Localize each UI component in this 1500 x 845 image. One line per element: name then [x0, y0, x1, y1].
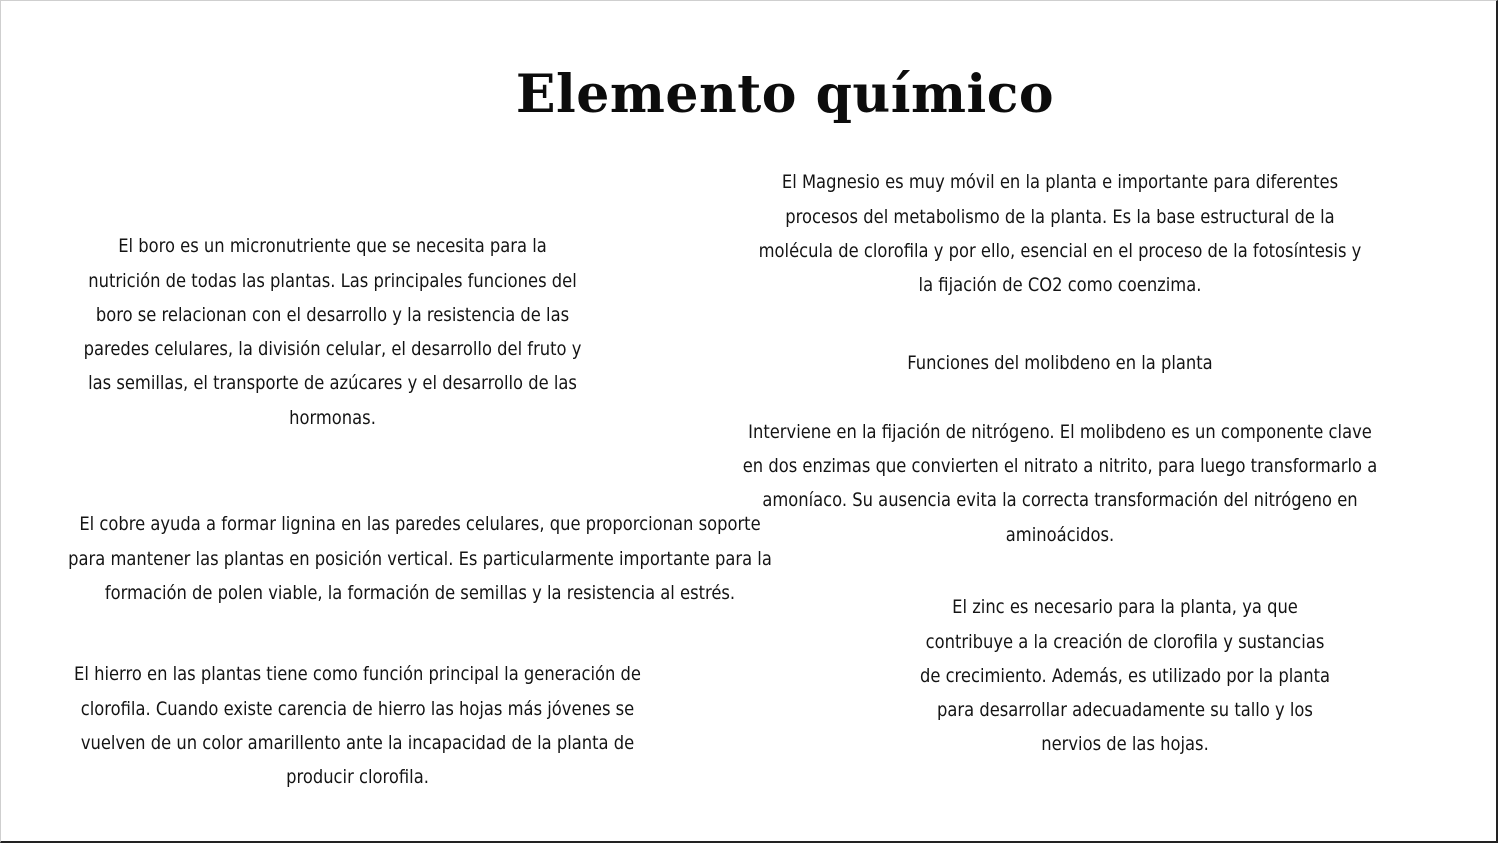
hierro-paragraph: El hierro en las plantas tiene como función principal la generación de clorofila. Cuando existe carencia de hierro las hojas más jóvenes se vuelven de un color amarillento ante la incapacidad de la planta de producir clorofila.	[74, 663, 641, 789]
boro-paragraph: El boro es un micronutriente que se necesita para la nutrición de todas las plantas. Las principales funciones del boro se relacionan con el desarrollo y la resistencia de las paredes celulares, la división celular, el desarrollo del fruto y las semillas, el transporte de azúcares y el desarrollo de las hormonas.	[83, 235, 582, 429]
molibdeno-heading: Funciones del molibdeno en la planta	[907, 352, 1213, 375]
zinc-paragraph: El zinc es necesario para la planta, ya que contribuye a la creación de clorofila y sustancias de crecimiento. Además, es utilizado por la planta para desarrollar adecuadamente su tallo y los nervios de las hojas.	[919, 596, 1331, 756]
magnesio-text	[703, 131, 1417, 337]
magnesio-paragraph: El Magnesio es muy móvil en la planta e importante para diferentes procesos del metabolismo de la planta. Es la base estructural de la molécula de clorofila y por ello, esencial en el proceso de la fotosíntesis y la fijación de CO2 como coenzima.	[758, 171, 1362, 297]
cobre-paragraph: El cobre ayuda a formar lignina en las paredes celulares, que proporcionan soporte para mantener las plantas en posición vertical. Es particularmente importante para la formación de polen viable, la formación de semillas y la resistencia al estrés.	[68, 513, 772, 604]
hierro-text	[24, 623, 691, 829]
zinc-text	[850, 556, 1400, 796]
slide-title: Elemento químico	[515, 63, 1055, 125]
boro-text	[12, 195, 653, 469]
cobre-text	[7, 473, 833, 644]
molibdeno-paragraph: Interviene en la fijación de nitrógeno. El molibdeno es un componente clave en dos enzimas que convierten el nitrato a nitrito, para luego transformarlo a amoníaco. Su ausencia evita la correcta transformación del nitrógeno en aminoácidos.	[742, 420, 1378, 546]
